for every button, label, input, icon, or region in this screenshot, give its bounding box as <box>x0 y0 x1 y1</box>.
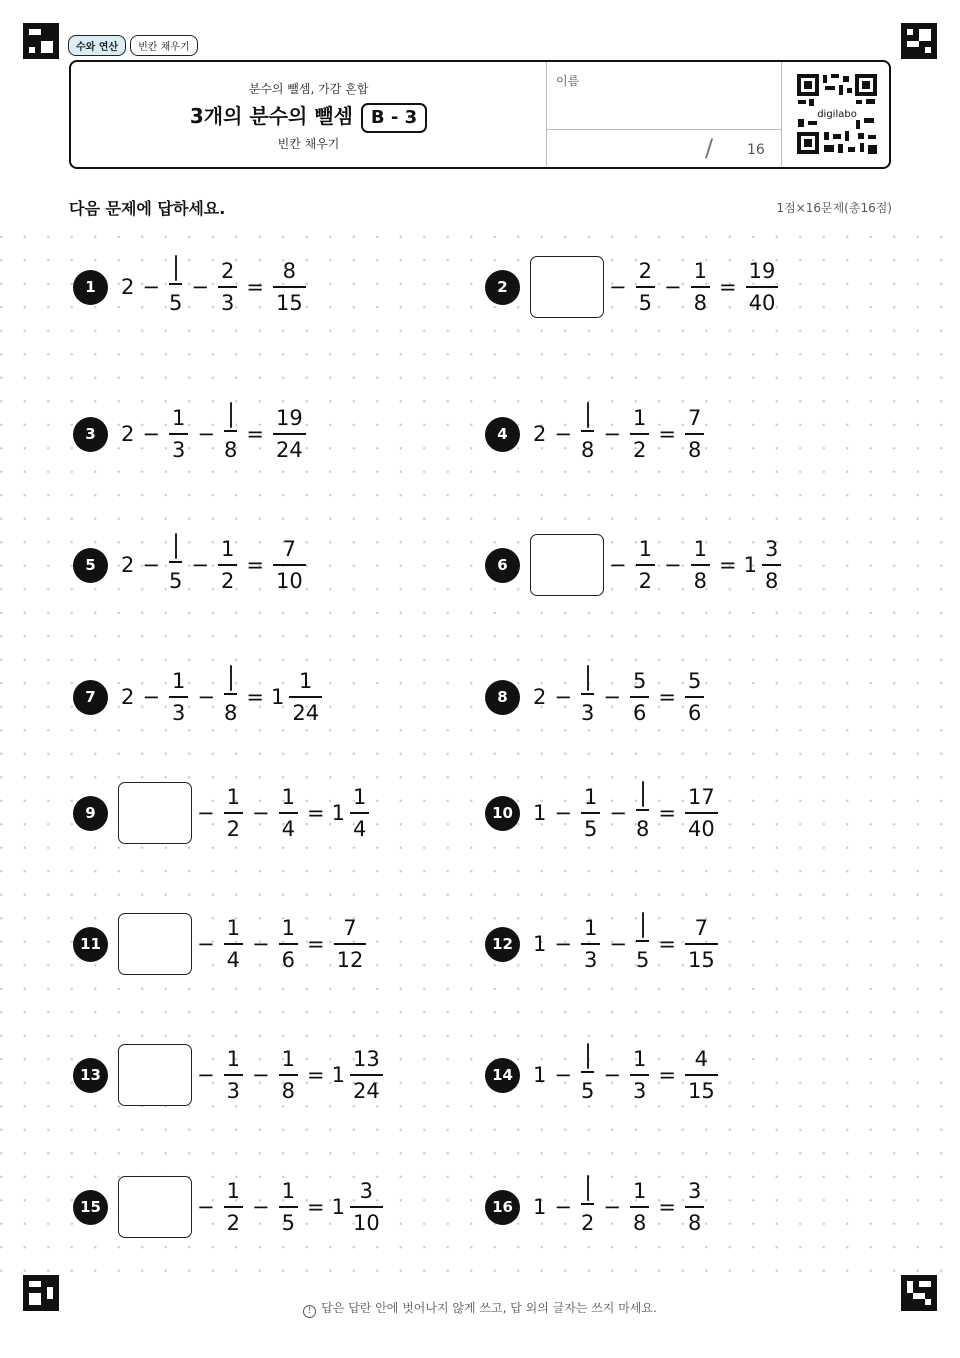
equals-sign: = <box>306 1063 325 1087</box>
blank-numerator <box>584 1044 592 1071</box>
numerator: 1 <box>299 669 313 693</box>
denominator: 8 <box>685 1206 704 1238</box>
problem-1 <box>73 217 310 357</box>
numerator: 7 <box>343 916 357 940</box>
minus-sign: − <box>197 1195 215 1219</box>
problem-15 <box>73 1137 387 1277</box>
answer-box[interactable] <box>530 256 604 318</box>
minus-sign: − <box>603 422 621 446</box>
denominator: 8 <box>279 1074 298 1106</box>
denominator: 8 <box>691 286 710 318</box>
numerator: 3 <box>764 537 779 561</box>
denominator: 3 <box>581 693 594 729</box>
result-whole: 1 <box>331 1195 345 1219</box>
minus-sign: − <box>603 1195 621 1219</box>
numerator: 7 <box>687 406 702 430</box>
qr-label: digilabo <box>817 109 857 120</box>
fraction <box>334 913 367 975</box>
answer-box[interactable] <box>175 533 177 559</box>
minus-sign: − <box>197 422 215 446</box>
minus-sign: − <box>554 685 572 709</box>
minus-sign: − <box>609 275 627 299</box>
problem-number: 12 <box>485 927 520 962</box>
equals-sign: = <box>246 275 264 299</box>
numerator: 1 <box>281 1047 295 1071</box>
fraction <box>224 1044 243 1106</box>
minus-sign: − <box>554 1195 572 1219</box>
minus-sign: − <box>142 422 160 446</box>
denominator: 4 <box>279 812 298 844</box>
denominator: 3 <box>218 286 237 318</box>
equals-sign: = <box>306 801 325 825</box>
problem-5 <box>73 495 310 635</box>
denominator: 2 <box>630 433 649 465</box>
numerator: 7 <box>282 537 296 561</box>
numerator: 1 <box>583 785 598 809</box>
problem-number: 4 <box>485 417 520 452</box>
blank-fraction <box>224 666 237 729</box>
answer-box[interactable] <box>230 402 232 428</box>
corner-marker-top-left <box>23 23 59 59</box>
numerator: 19 <box>748 259 776 283</box>
whole-number: 1 <box>533 932 547 956</box>
denominator: 8 <box>685 433 704 465</box>
worksheet-header <box>69 60 891 169</box>
fraction <box>581 782 600 844</box>
denominator: 5 <box>636 940 649 976</box>
fraction <box>350 1044 383 1106</box>
denominator: 3 <box>169 696 188 728</box>
name-field[interactable] <box>546 62 782 166</box>
fraction <box>289 666 322 728</box>
denominator: 10 <box>350 1206 383 1238</box>
minus-sign: − <box>191 553 209 577</box>
problem-4 <box>485 364 708 504</box>
blank-fraction <box>581 666 594 729</box>
whole-number: 2 <box>121 275 135 299</box>
fraction <box>685 1176 704 1238</box>
whole-number: 1 <box>533 1195 547 1219</box>
instruction: 다음 문제에 답하세요. <box>69 199 226 218</box>
answer-box[interactable] <box>587 665 589 691</box>
fraction <box>685 782 718 844</box>
denominator: 3 <box>581 943 600 975</box>
denominator: 8 <box>224 430 237 466</box>
numerator: 1 <box>281 1179 295 1203</box>
denominator: 40 <box>685 812 718 844</box>
fraction <box>630 1044 649 1106</box>
blank-numerator <box>227 666 235 693</box>
numerator: 1 <box>638 537 652 561</box>
denominator: 5 <box>636 286 655 318</box>
blank-fraction <box>581 1176 594 1239</box>
numerator: 1 <box>171 406 186 430</box>
answer-box[interactable] <box>118 782 192 844</box>
equals-sign: = <box>306 1195 325 1219</box>
fraction <box>224 913 243 975</box>
denominator: 15 <box>273 286 306 318</box>
blank-numerator <box>227 403 235 430</box>
fraction <box>169 666 188 728</box>
problem-number: 13 <box>73 1058 108 1093</box>
fraction <box>169 403 188 465</box>
problem-number: 2 <box>485 270 520 305</box>
denominator: 5 <box>169 283 182 319</box>
problem-6 <box>485 495 785 635</box>
problem-16 <box>485 1137 708 1277</box>
minus-sign: − <box>609 553 627 577</box>
denominator: 3 <box>224 1074 243 1106</box>
footer-text: 답은 답란 안에 벗어나지 않게 쓰고, 답 외의 글자는 쓰지 마세요. <box>321 1301 657 1315</box>
category-tags <box>68 35 198 56</box>
type-tag: 빈칸 채우기 <box>130 35 197 56</box>
problem-2 <box>485 217 782 357</box>
blank-numerator <box>584 403 592 430</box>
equals-sign: = <box>658 932 676 956</box>
denominator: 8 <box>691 564 710 596</box>
denominator: 5 <box>581 1071 594 1107</box>
numerator: 8 <box>282 259 296 283</box>
numerator: 2 <box>638 259 652 283</box>
equals-sign: = <box>246 685 264 709</box>
fraction <box>691 256 710 318</box>
blank-fraction <box>581 1044 594 1107</box>
equals-sign: = <box>658 422 676 446</box>
numerator: 1 <box>632 1179 647 1203</box>
denominator: 24 <box>350 1074 383 1106</box>
answer-box[interactable] <box>530 534 604 596</box>
numerator: 13 <box>352 1047 380 1071</box>
denominator: 3 <box>630 1074 649 1106</box>
score-info: 1점×16문제(총16점) <box>776 201 892 215</box>
numerator: 2 <box>220 259 235 283</box>
equals-sign: = <box>718 553 737 577</box>
fraction <box>685 403 704 465</box>
denominator: 2 <box>224 812 243 844</box>
denominator: 8 <box>762 564 781 596</box>
problem-13 <box>73 1005 387 1145</box>
minus-sign: − <box>197 685 215 709</box>
fraction <box>630 666 649 728</box>
numerator: 1 <box>632 406 647 430</box>
answer-box[interactable] <box>587 402 589 428</box>
equals-sign: = <box>658 1063 676 1087</box>
whole-number: 1 <box>533 801 547 825</box>
blank-fraction <box>169 534 182 597</box>
numerator: 17 <box>687 785 715 809</box>
blank-fraction <box>636 782 649 845</box>
denominator: 5 <box>581 812 600 844</box>
numerator: 7 <box>694 916 708 940</box>
numerator: 1 <box>281 916 295 940</box>
numerator: 1 <box>693 537 707 561</box>
minus-sign: − <box>609 801 627 825</box>
blank-fraction <box>581 403 594 466</box>
minus-sign: − <box>663 275 682 299</box>
equals-sign: = <box>658 1195 676 1219</box>
blank-numerator <box>639 782 647 809</box>
fraction <box>218 534 237 596</box>
denominator: 4 <box>224 943 243 975</box>
worksheet-title: 3개의 분수의 뺄셈 <box>189 104 353 128</box>
numerator: 1 <box>352 785 367 809</box>
blank-numerator <box>639 913 647 940</box>
blank-fraction <box>636 913 649 976</box>
denominator: 15 <box>685 943 718 975</box>
blank-numerator <box>172 256 180 283</box>
minus-sign: − <box>197 932 215 956</box>
corner-marker-top-right <box>901 23 937 59</box>
score-slash: / <box>705 134 714 162</box>
numerator: 4 <box>694 1047 708 1071</box>
blank-numerator <box>584 666 592 693</box>
fraction <box>636 256 655 318</box>
result-whole: 1 <box>331 1063 345 1087</box>
problem-number: 6 <box>485 548 520 583</box>
numerator: 5 <box>687 669 702 693</box>
category-tag: 수와 연산 <box>68 35 126 56</box>
numerator: 1 <box>693 259 707 283</box>
minus-sign: − <box>191 275 209 299</box>
fraction <box>273 403 306 465</box>
denominator: 24 <box>273 433 306 465</box>
footer-note <box>0 1299 960 1318</box>
fraction <box>218 256 237 318</box>
whole-number: 2 <box>121 553 135 577</box>
result-whole: 1 <box>331 801 345 825</box>
whole-number: 2 <box>121 422 135 446</box>
problem-number: 14 <box>485 1058 520 1093</box>
qr-code <box>796 73 878 155</box>
fraction <box>762 534 781 596</box>
problem-number: 8 <box>485 680 520 715</box>
fraction <box>350 782 369 844</box>
denominator: 8 <box>630 1206 649 1238</box>
equals-sign: = <box>246 553 264 577</box>
equals-sign: = <box>658 685 676 709</box>
fraction <box>685 913 718 975</box>
numerator: 1 <box>583 916 598 940</box>
denominator: 2 <box>581 1203 594 1239</box>
whole-number: 1 <box>533 1063 547 1087</box>
fraction <box>279 782 298 844</box>
problem-number: 1 <box>73 270 108 305</box>
denominator: 24 <box>289 696 322 728</box>
blank-fraction <box>169 256 182 319</box>
denominator: 15 <box>685 1074 718 1106</box>
equals-sign: = <box>718 275 737 299</box>
fraction <box>279 913 298 975</box>
equals-sign: = <box>658 801 676 825</box>
numerator: 1 <box>226 1047 240 1071</box>
problem-number: 9 <box>73 796 108 831</box>
problem-3 <box>73 364 310 504</box>
fraction <box>279 1176 298 1238</box>
blank-numerator <box>584 1176 592 1203</box>
minus-sign: − <box>554 1063 572 1087</box>
blank-fraction <box>224 403 237 466</box>
problem-12 <box>485 874 722 1014</box>
denominator: 8 <box>224 693 237 729</box>
worksheet-code: B - 3 <box>361 103 427 133</box>
whole-number: 2 <box>121 685 135 709</box>
numerator: 19 <box>275 406 303 430</box>
numerator: 1 <box>220 537 235 561</box>
numerator: 1 <box>632 1047 647 1071</box>
problem-number: 10 <box>485 796 520 831</box>
minus-sign: − <box>251 1195 270 1219</box>
minus-sign: − <box>197 801 215 825</box>
answer-box[interactable] <box>118 913 192 975</box>
numerator: 3 <box>359 1179 373 1203</box>
fraction <box>224 1176 243 1238</box>
fraction <box>630 1176 649 1238</box>
denominator: 6 <box>279 943 298 975</box>
denominator: 40 <box>746 286 779 318</box>
denominator: 10 <box>273 564 306 596</box>
answer-box[interactable] <box>118 1044 192 1106</box>
fraction <box>685 1044 718 1106</box>
fraction <box>581 913 600 975</box>
answer-box[interactable] <box>175 255 177 281</box>
minus-sign: − <box>142 553 160 577</box>
fraction <box>630 403 649 465</box>
fraction <box>691 534 710 596</box>
denominator: 2 <box>636 564 655 596</box>
denominator: 6 <box>630 696 649 728</box>
denominator: 12 <box>334 943 367 975</box>
minus-sign: − <box>197 1063 215 1087</box>
result-whole: 1 <box>743 553 757 577</box>
denominator: 5 <box>169 561 182 597</box>
minus-sign: − <box>554 801 572 825</box>
answer-box[interactable] <box>587 1175 589 1201</box>
whole-number: 2 <box>533 422 547 446</box>
fraction <box>350 1176 383 1238</box>
problem-number: 16 <box>485 1190 520 1225</box>
numerator: 5 <box>632 669 647 693</box>
numerator: 1 <box>281 785 295 809</box>
problem-9 <box>73 743 373 883</box>
answer-box[interactable] <box>642 912 644 938</box>
minus-sign: − <box>663 553 682 577</box>
worksheet-subtitle: 분수의 뺄셈, 가감 혼합 <box>248 82 369 96</box>
equals-sign: = <box>246 422 264 446</box>
numerator: 1 <box>226 785 240 809</box>
minus-sign: − <box>554 932 572 956</box>
denominator: 3 <box>169 433 188 465</box>
problem-11 <box>73 874 370 1014</box>
fraction <box>685 666 704 728</box>
answer-box[interactable] <box>642 781 644 807</box>
fraction <box>279 1044 298 1106</box>
minus-sign: − <box>603 685 621 709</box>
minus-sign: − <box>609 932 627 956</box>
minus-sign: − <box>554 422 572 446</box>
minus-sign: − <box>251 1063 270 1087</box>
minus-sign: − <box>142 685 160 709</box>
denominator: 8 <box>636 809 649 845</box>
denominator: 4 <box>350 812 369 844</box>
problem-number: 5 <box>73 548 108 583</box>
problem-14 <box>485 1005 722 1145</box>
warning-icon: ! <box>303 1305 316 1318</box>
numerator: 1 <box>171 669 186 693</box>
minus-sign: − <box>142 275 160 299</box>
problem-number: 7 <box>73 680 108 715</box>
numerator: 3 <box>687 1179 702 1203</box>
blank-numerator <box>172 534 180 561</box>
denominator: 2 <box>218 564 237 596</box>
name-label: 이름 <box>556 74 580 88</box>
minus-sign: − <box>251 801 270 825</box>
problem-number: 15 <box>73 1190 108 1225</box>
minus-sign: − <box>603 1063 621 1087</box>
problem-number: 11 <box>73 927 108 962</box>
denominator: 2 <box>224 1206 243 1238</box>
denominator: 6 <box>685 696 704 728</box>
denominator: 8 <box>581 430 594 466</box>
fraction <box>273 256 306 318</box>
problem-10 <box>485 743 722 883</box>
equals-sign: = <box>306 932 325 956</box>
fraction <box>746 256 779 318</box>
fraction <box>636 534 655 596</box>
worksheet-mode: 빈칸 채우기 <box>277 137 340 151</box>
problem-number: 3 <box>73 417 108 452</box>
whole-number: 2 <box>533 685 547 709</box>
score-total: 16 <box>747 142 765 158</box>
result-whole: 1 <box>270 685 285 709</box>
fraction <box>224 782 243 844</box>
minus-sign: − <box>251 932 270 956</box>
denominator: 5 <box>279 1206 298 1238</box>
fraction <box>273 534 306 596</box>
answer-box[interactable] <box>230 665 232 691</box>
answer-box[interactable] <box>118 1176 192 1238</box>
numerator: 1 <box>226 916 240 940</box>
answer-box[interactable] <box>587 1043 589 1069</box>
numerator: 1 <box>226 1179 240 1203</box>
